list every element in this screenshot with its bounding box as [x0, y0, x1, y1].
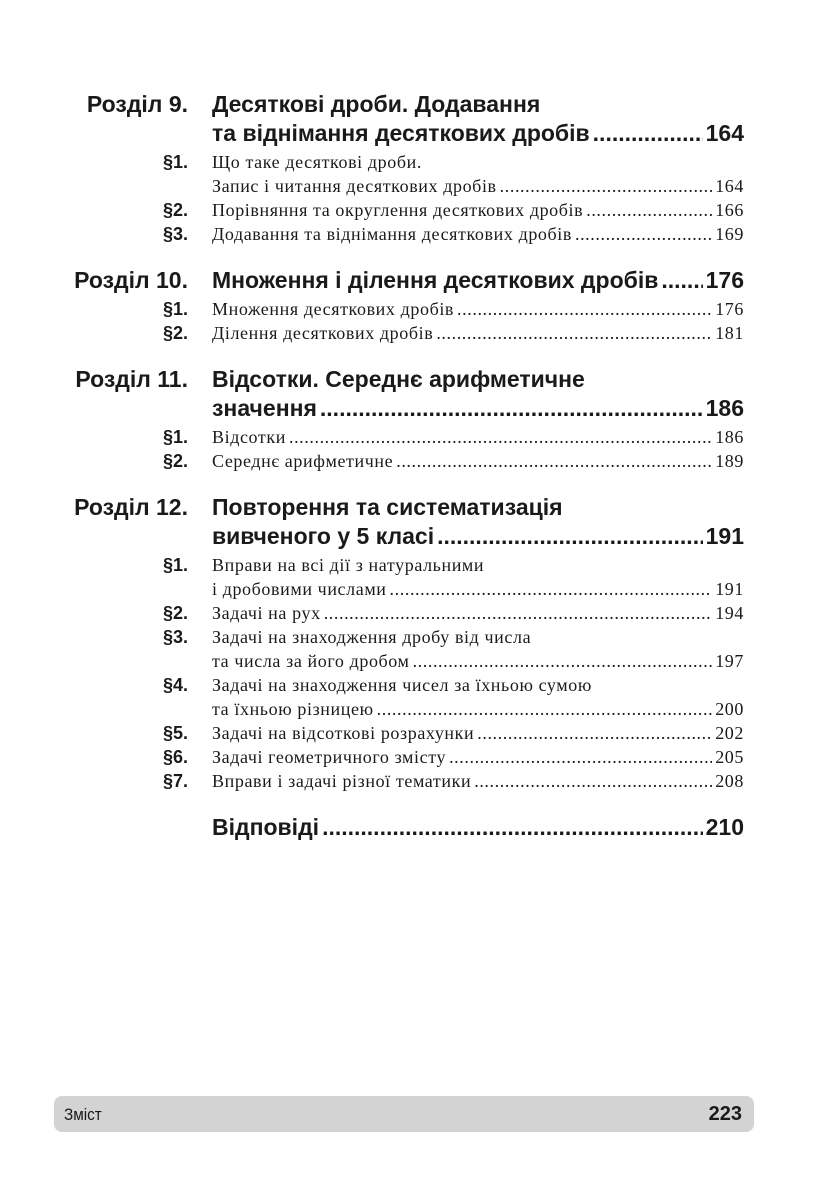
- section-item: [0, 150, 839, 198]
- section-page-number: 200: [715, 699, 744, 719]
- chapter-entry-line: [212, 119, 744, 148]
- section-entry-line: [212, 577, 744, 601]
- footer-section-label: Зміст: [64, 1105, 102, 1124]
- chapter-block: [0, 493, 839, 793]
- chapter-title: Множення і ділення десяткових дробів: [212, 267, 659, 293]
- section-title-line: Що таке десяткові дроби.: [212, 152, 422, 172]
- section-item: [0, 449, 839, 473]
- chapter-title: [212, 90, 744, 148]
- section-leader-dots: [436, 321, 712, 345]
- section-title-line: Задачі на знаходження дробу від числа: [212, 627, 532, 647]
- chapter-label: Розділ 11.: [75, 366, 188, 392]
- section-number: §6.: [162, 747, 188, 767]
- section-page-number: 169: [715, 224, 744, 244]
- chapter-entry-line: [212, 266, 744, 295]
- section-entry-line: [212, 174, 744, 198]
- section-entry-line: [212, 449, 744, 473]
- section-title: Додавання та віднімання десяткових дробів: [212, 224, 572, 244]
- chapter-heading: [0, 90, 839, 148]
- section-title: [212, 721, 744, 745]
- section-leader-dots: [413, 649, 713, 673]
- chapter-title: значення: [212, 395, 317, 421]
- chapter-title: та віднімання десяткових дробів: [212, 120, 590, 146]
- section-title: [212, 321, 744, 345]
- section-number: §4.: [162, 675, 188, 695]
- chapter-heading: [0, 365, 839, 423]
- section-title: [212, 425, 744, 449]
- chapter-leader-dots: [661, 266, 702, 295]
- section-title: [212, 449, 744, 473]
- page-footer: [54, 1096, 754, 1132]
- section-title: Порівняння та округлення десяткових дробів: [212, 200, 584, 220]
- section-entry-line: [212, 321, 744, 345]
- section-number: §3.: [162, 627, 188, 647]
- chapter-title-line: Повторення та систематизація: [212, 494, 563, 520]
- section-page-number: 166: [715, 200, 744, 220]
- section-number: §7.: [162, 771, 188, 791]
- chapter-title: вивченого у 5 класі: [212, 523, 435, 549]
- section-title: [212, 553, 744, 601]
- section-title-line: Задачі на знаходження чисел за їхньою сумою: [212, 675, 592, 695]
- section-title: [212, 297, 744, 321]
- section-item: [0, 425, 839, 449]
- section-title: [212, 601, 744, 625]
- section-title: Задачі геометричного змісту: [212, 747, 447, 767]
- section-title: Середнє арифметичне: [212, 451, 394, 471]
- section-number: §1.: [162, 299, 188, 319]
- section-item: [0, 721, 839, 745]
- section-title: [212, 745, 744, 769]
- chapter-block: [0, 266, 839, 345]
- section-title: Множення десяткових дробів: [212, 299, 455, 319]
- section-leader-dots: [449, 745, 712, 769]
- section-title: [212, 673, 744, 721]
- section-leader-dots: [457, 297, 712, 321]
- section-page-number: 202: [715, 723, 744, 743]
- section-page-number: 186: [715, 427, 744, 447]
- section-item: [0, 321, 839, 345]
- chapter-title: [212, 493, 744, 551]
- section-title: Задачі на рух: [212, 603, 321, 623]
- section-entry-line: [212, 649, 744, 673]
- section-title: та числа за його дробом: [212, 651, 410, 671]
- section-item: [0, 601, 839, 625]
- chapter-leader-dots: [437, 522, 703, 551]
- section-number: §5.: [162, 723, 188, 743]
- chapter-leader-dots: [593, 119, 703, 148]
- chapter-page-number: 176: [705, 267, 744, 293]
- section-number: §2.: [162, 200, 188, 220]
- section-list: [0, 297, 839, 345]
- chapter-heading: [0, 266, 839, 295]
- chapter-title: [212, 266, 744, 295]
- section-leader-dots: [377, 697, 713, 721]
- chapter-entry-line: [212, 522, 744, 551]
- answers-page-number: 210: [705, 814, 744, 840]
- section-item: [0, 745, 839, 769]
- chapter-label: Розділ 9.: [86, 91, 188, 117]
- section-title-line: Вправи на всі дії з натуральними: [212, 555, 485, 575]
- section-title: Задачі на відсоткові розрахунки: [212, 723, 475, 743]
- chapter-leader-dots: [320, 394, 703, 423]
- section-number: §2.: [162, 323, 188, 343]
- section-entry-line: [212, 425, 744, 449]
- section-list: [0, 553, 839, 793]
- chapter-entry-line: [212, 394, 744, 423]
- section-leader-dots: [324, 601, 713, 625]
- section-number: §2.: [162, 603, 188, 623]
- section-page-number: 208: [715, 771, 744, 791]
- answers-entry-line: [212, 813, 744, 842]
- section-entry-line: [212, 745, 744, 769]
- section-item: [0, 222, 839, 246]
- section-list: [0, 150, 839, 246]
- chapter-heading: [0, 493, 839, 551]
- section-title: та їхньою різницею: [212, 699, 374, 719]
- section-entry-line: [212, 721, 744, 745]
- section-item: [0, 553, 839, 601]
- section-number: §1.: [162, 152, 188, 172]
- section-list: [0, 425, 839, 473]
- chapter-block: [0, 365, 839, 473]
- section-title: [212, 625, 744, 673]
- section-page-number: 164: [715, 176, 744, 196]
- section-page-number: 197: [715, 651, 744, 671]
- chapter-page-number: 191: [705, 523, 744, 549]
- section-leader-dots: [477, 721, 712, 745]
- section-entry-line: [212, 769, 744, 793]
- chapter-page-number: 164: [705, 120, 744, 146]
- section-leader-dots: [575, 222, 712, 246]
- section-item: [0, 297, 839, 321]
- section-item: [0, 625, 839, 673]
- section-leader-dots: [390, 577, 713, 601]
- section-title: [212, 769, 744, 793]
- chapter-title: [212, 365, 744, 423]
- chapter-title-line: Відсотки. Середнє арифметичне: [212, 366, 585, 392]
- section-leader-dots: [396, 449, 712, 473]
- section-number: §1.: [162, 427, 188, 447]
- answers-title: Відповіді: [212, 814, 320, 840]
- section-leader-dots: [474, 769, 712, 793]
- section-title: Запис і читання десяткових дробів: [212, 176, 497, 196]
- answers-entry: [0, 813, 839, 842]
- section-number: §3.: [162, 224, 188, 244]
- page-number: 223: [708, 1103, 742, 1125]
- section-page-number: 191: [715, 579, 744, 599]
- chapter-block: [0, 90, 839, 246]
- section-page-number: 181: [715, 323, 744, 343]
- section-title: Вправи і задачі різної тематики: [212, 771, 472, 791]
- section-title: [212, 198, 744, 222]
- section-item: [0, 673, 839, 721]
- section-entry-line: [212, 601, 744, 625]
- answers-leader-dots: [322, 813, 703, 842]
- chapter-title-line: Десяткові дроби. Додавання: [212, 91, 541, 117]
- section-number: §2.: [162, 451, 188, 471]
- chapter-label: Розділ 10.: [74, 267, 188, 293]
- section-title: Ділення десяткових дробів: [212, 323, 434, 343]
- answers-title-block: [212, 813, 744, 842]
- section-title: [212, 222, 744, 246]
- section-leader-dots: [586, 198, 712, 222]
- chapter-page-number: 186: [705, 395, 744, 421]
- section-leader-dots: [289, 425, 712, 449]
- section-title: [212, 150, 744, 198]
- section-entry-line: [212, 297, 744, 321]
- section-title: Відсотки: [212, 427, 286, 447]
- section-page-number: 205: [715, 747, 744, 767]
- section-entry-line: [212, 198, 744, 222]
- section-entry-line: [212, 222, 744, 246]
- section-page-number: 194: [715, 603, 744, 623]
- section-item: [0, 769, 839, 793]
- section-item: [0, 198, 839, 222]
- section-page-number: 189: [715, 451, 744, 471]
- chapter-label: Розділ 12.: [74, 494, 188, 520]
- table-of-contents: [0, 90, 839, 842]
- section-number: §1.: [162, 555, 188, 575]
- section-leader-dots: [500, 174, 713, 198]
- section-entry-line: [212, 697, 744, 721]
- section-page-number: 176: [715, 299, 744, 319]
- section-title: і дробовими числами: [212, 579, 387, 599]
